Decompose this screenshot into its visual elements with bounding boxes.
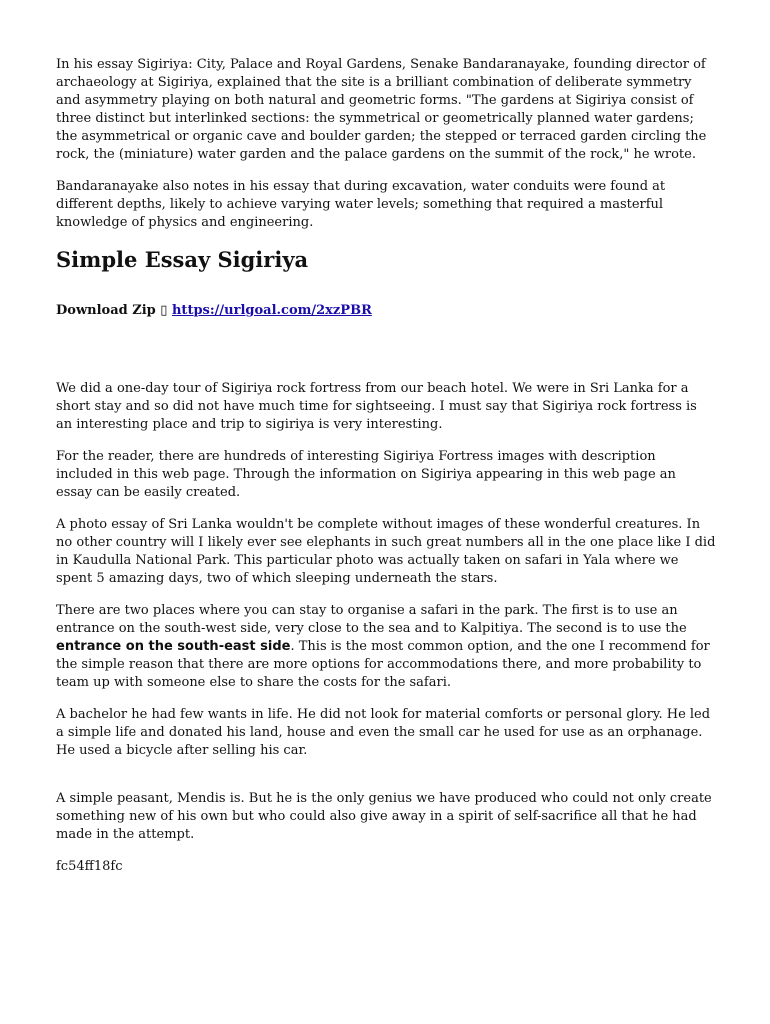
footer-code: fc54ff18fc [56, 859, 123, 874]
body-paragraph-4-start: There are two places where you can stay to organise a safari in the park. The first is to use an entrance on the south-west side, very close to the sea and to Kalpitiya. The second is to use the [56, 603, 687, 636]
document-page [56, 56, 716, 890]
download-line [56, 302, 716, 320]
body-paragraph-4-end: . This is the most common option, and the one I recommend for the simple reason that there are more options for accommodations there, and more probability to team up with someone else to share the costs for the safari. [56, 639, 710, 690]
body-paragraph-6: A simple peasant, Mendis is. But he is the only genius we have produced who could not only create something new of his own but who could also give away in a spirit of self-sacrifice all that he had made in the attempt. [56, 791, 712, 842]
intro-paragraph-2: Bandaranayake also notes in his essay that during excavation, water conduits were found at different depths, likely to achieve varying water levels; something that required a masterful knowledge of physics and engineering. [56, 179, 666, 230]
intro-paragraph-1: In his essay Sigiriya: City, Palace and Royal Gardens, Senake Bandaranayake, founding director of archaeology at Sigiriya, explained that the site is a brilliant combination of deliberate symmetry and asymmetry playing on both natural and geometric forms. "The gardens at Sigiriya consist of three distinct but interlinked sections: the symmetrical or geometrically planned water gardens; the asymmetrical or organic cave and boulder garden; the stepped or terraced garden circling the rock, the (miniature) water garden and the palace gardens on the summit of the rock," he wrote. [56, 57, 707, 162]
download-label: Download Zip [56, 303, 156, 318]
body-paragraph-3: A photo essay of Sri Lanka wouldn't be complete without images of these wonderful creatures. In no other country will I likely ever see elephants in such great numbers all in the one place like I did in Kaudulla National Park. This particular photo was actually taken on safari in Yala where we spent 5 amazing days, two of which sleeping underneath the stars. [56, 517, 716, 586]
missing-glyph-icon: ▯ [160, 303, 168, 318]
body-paragraph-5: A bachelor he had few wants in life. He did not look for material comforts or personal glory. He led a simple life and donated his land, house and even the small car he used for use as an orphanage. He used a bicycle after selling his car. [56, 707, 711, 758]
body-paragraph-1: We did a one-day tour of Sigiriya rock fortress from our beach hotel. We were in Sri Lanka for a short stay and so did not have much time for sightseeing. I must say that Sigiriya rock fortress is an interesting place and trip to sigiriya is very interesting. [56, 381, 697, 432]
body-paragraph-4 [56, 602, 716, 692]
emphasis-entrance: entrance on the south-east side [56, 639, 291, 654]
page-heading: Simple Essay Sigiriya [56, 247, 309, 272]
body-paragraph-2: For the reader, there are hundreds of interesting Sigiriya Fortress images with description included in this web page. Through the information on Sigiriya appearing in this web page an essay can be easily created. [56, 449, 676, 500]
download-link[interactable]: https://urlgoal.com/2xzPBR [171, 303, 372, 318]
